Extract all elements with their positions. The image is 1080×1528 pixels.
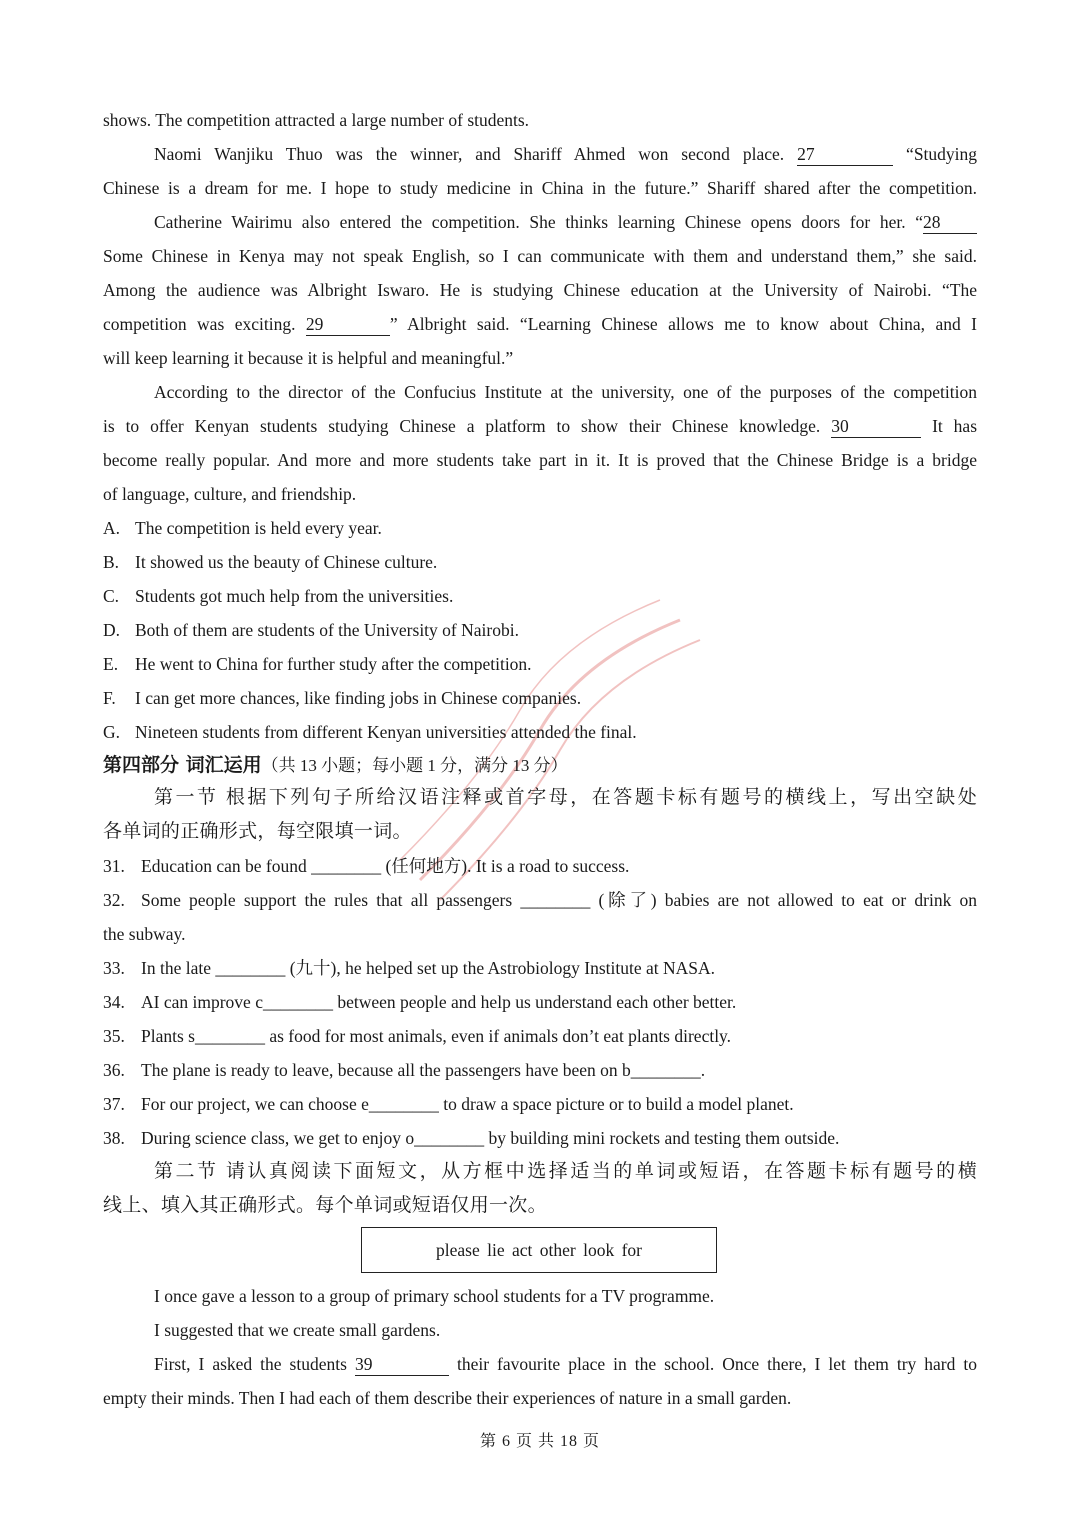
- passage-line: competition was exciting. 29 ” Albright said. “Learning Chinese allows me to know about China, and I: [103, 314, 978, 334]
- option-g: G. Nineteen students from different Kenyan universities attended the final.: [103, 722, 637, 742]
- passage-line: Among the audience was Albright Iswaro. He is studying Chinese education at the University of Nairobi. “The: [103, 280, 977, 300]
- answer-blank-30[interactable]: 30: [831, 415, 921, 438]
- word-box: please lie act other look for: [361, 1227, 717, 1273]
- passage-line: of language, culture, and friendship.: [103, 484, 357, 504]
- question-32: 32. Some people support the rules that all passengers ________ (除了) babies are not allowed to eat or drink on: [103, 890, 978, 910]
- passage-line: will keep learning it because it is helpful and meaningful.”: [103, 348, 514, 368]
- story-line: First, I asked the students 39 their favourite place in the school. Once there, I let them try hard to: [154, 1354, 978, 1374]
- answer-blank-39[interactable]: 39: [355, 1353, 449, 1376]
- passage-line: become really popular. And more and more students take part in it. It is proved that the Chinese Bridge is a bridge: [103, 450, 977, 470]
- story-line: I once gave a lesson to a group of primary school students for a TV programme.: [154, 1286, 715, 1306]
- passage-line: is to offer Kenyan students studying Chinese a platform to show their Chinese knowledge. 30 It has: [103, 416, 978, 436]
- answer-blank-27[interactable]: 27: [797, 143, 893, 166]
- question-31: 31. Education can be found ________ (任何地方). It is a road to success.: [103, 856, 630, 876]
- section2-instruction: 线上、填入其正确形式。每个单词或短语仅用一次。: [103, 1195, 547, 1216]
- question-33: 33. In the late ________ (九十), he helped set up the Astrobiology Institute at NASA.: [103, 958, 716, 978]
- page-footer: 第 6 页 共 18 页: [479, 1433, 600, 1450]
- question-34: 34. AI can improve c________ between people and help us understand each other better.: [103, 992, 737, 1012]
- passage-line: According to the director of the Confucius Institute at the university, one of the purposes of the competition: [154, 382, 977, 402]
- passage-line: Some Chinese in Kenya may not speak English, so I can communicate with them and understand them,” she said.: [103, 246, 977, 266]
- option-d: D. Both of them are students of the University of Nairobi.: [103, 620, 519, 640]
- answer-blank-29[interactable]: 29: [306, 313, 390, 336]
- passage-line: Catherine Wairimu also entered the competition. She thinks learning Chinese opens doors for her. “28: [103, 205, 977, 239]
- passage-line: Chinese is a dream for me. I hope to study medicine in China in the future.” Shariff shared after the competition.: [103, 178, 977, 198]
- story-line: I suggested that we create small gardens.: [154, 1320, 441, 1340]
- passage-line: Naomi Wanjiku Thuo was the winner, and Shariff Ahmed won second place. 27 “Studying: [154, 144, 978, 164]
- option-f: F. I can get more chances, like finding jobs in Chinese companies.: [103, 688, 582, 708]
- answer-blank-28[interactable]: 28: [923, 211, 977, 234]
- question-38: 38. During science class, we get to enjoy o________ by building mini rockets and testing them outside.: [103, 1128, 840, 1148]
- option-a: A. The competition is held every year.: [103, 518, 382, 538]
- exam-page: [103, 103, 977, 1415]
- option-b: B. It showed us the beauty of Chinese culture.: [103, 552, 438, 572]
- option-e: E. He went to China for further study after the competition.: [103, 654, 532, 674]
- question-35: 35. Plants s________ as food for most animals, even if animals don’t eat plants directly.: [103, 1026, 732, 1046]
- section2-instruction: 第二节 请认真阅读下面短文，从方框中选择适当的单词或短语，在答题卡标有题号的横: [154, 1161, 977, 1182]
- section1-instruction: 第一节 根据下列句子所给汉语注释或首字母，在答题卡标有题号的横线上，写出空缺处: [154, 787, 977, 808]
- question-32-cont: the subway.: [103, 924, 186, 944]
- section1-instruction: 各单词的正确形式，每空限填一词。: [103, 821, 412, 842]
- story-line: empty their minds. Then I had each of them describe their experiences of nature in a small garden.: [103, 1388, 792, 1408]
- question-37: 37. For our project, we can choose e________ to draw a space picture or to build a model planet.: [103, 1094, 794, 1114]
- passage-line: shows. The competition attracted a large number of students.: [103, 110, 530, 130]
- part4-heading: 第四部分 词汇运用（共 13 小题；每小题 1 分，满分 13 分）: [103, 754, 568, 776]
- question-36: 36. The plane is ready to leave, because all the passengers have been on b________.: [103, 1060, 706, 1080]
- option-c: C. Students got much help from the universities.: [103, 586, 454, 606]
